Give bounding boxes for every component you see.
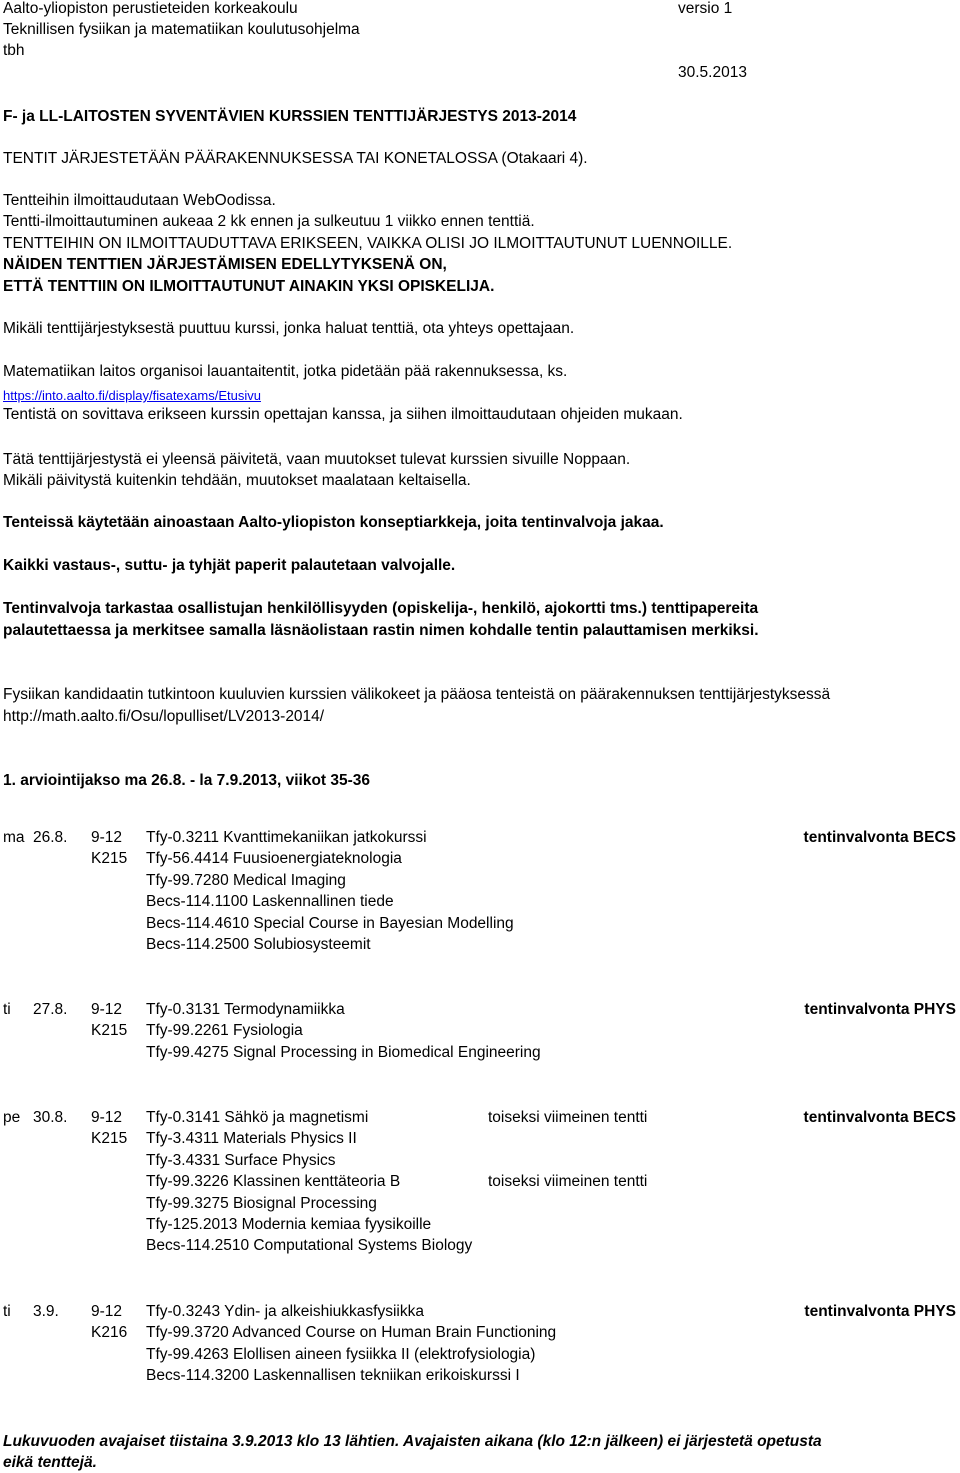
footer-note: eikä tenttejä.	[3, 1454, 97, 1471]
exam-date: 3.9.	[33, 1303, 59, 1320]
info-line: Matematiikan laitos organisoi lauantaitentit, jotka pidetään pää rakennuksessa, ks.	[3, 363, 568, 380]
course-item: Becs-114.2510 Computational Systems Biology	[146, 1237, 473, 1255]
exam-time: 9-12	[91, 1109, 123, 1126]
course-item: Tfy-56.4414 Fuusioenergiateknologia	[146, 850, 402, 868]
exam-room: K215	[91, 1022, 128, 1040]
exams-link[interactable]: https://into.aalto.fi/display/fisatexams/Etusivu	[3, 388, 261, 403]
course-item: Tfy-0.3211 Kvanttimekaniikan jatkokurssi	[146, 829, 427, 846]
supervisor-label: tentinvalvonta BECS	[803, 1109, 956, 1126]
course-item: Tfy-0.3243 Ydin- ja alkeishiukkasfysiikka	[146, 1303, 424, 1320]
info-bold-line: palautettaessa ja merkitsee samalla läsnäolistaan rastin nimen kohdalle tentin palauttamisen merkiksi.	[3, 622, 759, 639]
course-item: Tfy-99.3720 Advanced Course on Human Brain Functioning	[146, 1324, 557, 1342]
course-item: Tfy-0.3141 Sähkö ja magnetismi	[146, 1109, 369, 1126]
document-title: F- ja LL-LAITOSTEN SYVENTÄVIEN KURSSIEN TENTTIJÄRJESTYS 2013-2014	[3, 108, 577, 125]
program-name: Teknillisen fysiikan ja matematiikan koulutusohjelma	[3, 21, 360, 38]
info-line: Tentti-ilmoittautuminen aukeaa 2 kk ennen ja sulkeutuu 1 viikko ennen tenttiä.	[3, 213, 535, 230]
course-item: Tfy-99.4275 Signal Processing in Biomedical Engineering	[146, 1043, 541, 1061]
exam-time: 9-12	[91, 829, 123, 846]
info-line: ETTÄ TENTTIIN ON ILMOITTAUTUNUT AINAKIN YKSI OPISKELIJA.	[3, 278, 495, 295]
info-line: Tätä tenttijärjestystä ei yleensä päivitetä, vaan muutokset tulevat kurssien sivuille Noppaan.	[3, 451, 631, 468]
course-item: Becs-114.3200 Laskennallisen tekniikan erikoiskurssi I	[146, 1367, 520, 1385]
exam-date: 27.8.	[33, 1001, 68, 1018]
exam-day: ti	[3, 1303, 11, 1320]
author: tbh	[3, 42, 25, 59]
course-item: Becs-114.2500 Solubiosysteemit	[146, 936, 371, 953]
exam-time: 9-12	[91, 1303, 123, 1320]
exam-room: K215	[91, 1130, 128, 1148]
course-item: Tfy-3.4311 Materials Physics II	[146, 1130, 357, 1148]
exam-room: K215	[91, 850, 128, 868]
info-line: Mikäli päivitystä kuitenkin tehdään, muutokset maalataan keltaisella.	[3, 472, 471, 489]
course-item: Tfy-99.3275 Biosignal Processing	[146, 1194, 377, 1212]
exam-time: 9-12	[91, 1001, 123, 1018]
course-item: Tfy-99.4263 Elollisen aineen fysiikka II (elektrofysiologia)	[146, 1345, 536, 1363]
footer-note: Lukuvuoden avajaiset tiistaina 3.9.2013 klo 13 lähtien. Avajaisten aikana (klo 12:n jälkeen) ei järjestetä opetusta	[3, 1433, 822, 1450]
exam-day: ti	[3, 1001, 11, 1018]
exam-date: 26.8.	[33, 829, 68, 846]
org-name: Aalto-yliopiston perustieteiden korkeakoulu	[3, 0, 298, 17]
exam-date: 30.8.	[33, 1109, 68, 1126]
supervisor-label: tentinvalvonta PHYS	[804, 1303, 956, 1320]
course-item: Becs-114.4610 Special Course in Bayesian Modelling	[146, 914, 514, 932]
course-item: Tfy-0.3131 Termodynamiikka	[146, 1001, 345, 1018]
version: versio 1	[678, 0, 733, 17]
exam-day: ma	[3, 829, 25, 846]
course-item: Tfy-99.2261 Fysiologia	[146, 1022, 303, 1040]
info-bold-line: Tentinvalvoja tarkastaa osallistujan henkilöllisyyden (opiskelija-, henkilö, ajokortti tms.) tenttipapereita	[3, 600, 759, 617]
math-url: http://math.aalto.fi/Osu/lopulliset/LV2013-2014/	[3, 708, 325, 725]
course-item: Becs-114.1100 Laskennallinen tiede	[146, 893, 394, 911]
info-bold-line: Kaikki vastaus-, suttu- ja tyhjät paperit palautetaan valvojalle.	[3, 557, 456, 574]
course-note: toiseksi viimeinen tentti	[488, 1109, 648, 1126]
document-date: 30.5.2013	[678, 64, 747, 81]
supervisor-label: tentinvalvonta PHYS	[804, 1001, 956, 1018]
course-item: Tfy-3.4331 Surface Physics	[146, 1151, 336, 1169]
course-item: Tfy-99.3226 Klassinen kenttäteoria B	[146, 1173, 401, 1191]
info-line: Tentistä on sovittava erikseen kurssin opettajan kanssa, ja siihen ilmoittaudutaan ohjeiden mukaan.	[3, 406, 683, 423]
exam-day: pe	[3, 1109, 21, 1126]
course-note: toiseksi viimeinen tentti	[488, 1173, 648, 1191]
info-bold-line: Tenteissä käytetään ainoastaan Aalto-yliopiston konseptiarkkeja, joita tentinvalvoja jakaa.	[3, 514, 664, 531]
info-line: Tentteihin ilmoittaudutaan WebOodissa.	[3, 192, 276, 209]
info-line: NÄIDEN TENTTIEN JÄRJESTÄMISEN EDELLYTYKSENÄ ON,	[3, 256, 447, 273]
course-item: Tfy-99.7280 Medical Imaging	[146, 871, 346, 889]
supervisor-label: tentinvalvonta BECS	[803, 829, 956, 846]
info-line: TENTTEIHIN ON ILMOITTAUDUTTAVA ERIKSEEN, VAIKKA OLISI JO ILMOITTAUTUNUT LUENNOILLE.	[3, 235, 733, 252]
course-item: Tfy-125.2013 Modernia kemiaa fyysikoille	[146, 1216, 432, 1233]
period-heading: 1. arviointijakso ma 26.8. - la 7.9.2013, viikot 35-36	[3, 772, 371, 789]
info-line: Fysiikan kandidaatin tutkintoon kuuluvien kurssien välikokeet ja pääosa tenteistä on päärakennuksen tenttijärjestyksessä	[3, 686, 831, 703]
info-line: Mikäli tenttijärjestyksestä puuttuu kurssi, jonka haluat tenttiä, ota yhteys opettajaan.	[3, 320, 575, 337]
exam-room: K216	[91, 1324, 128, 1342]
location-note: TENTIT JÄRJESTETÄÄN PÄÄRAKENNUKSESSA TAI KONETALOSSA (Otakaari 4).	[3, 150, 588, 167]
